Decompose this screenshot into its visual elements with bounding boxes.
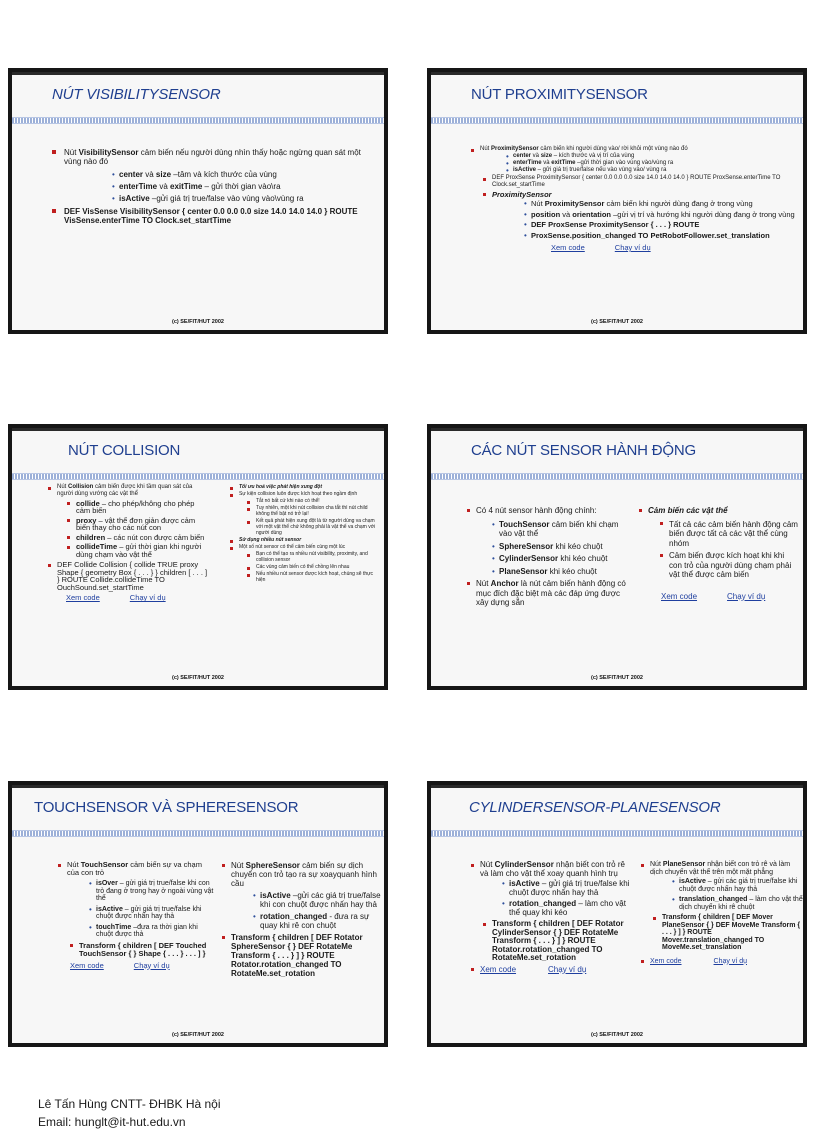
text: – làm cho vật thể quay khi kéo — [509, 899, 626, 917]
sub-bullet — [506, 153, 795, 160]
sub-bullet — [524, 200, 795, 209]
text-bold: Anchor — [490, 579, 519, 588]
bullet-item — [471, 146, 795, 174]
slide-top-bar — [431, 428, 803, 431]
left-column — [48, 484, 208, 602]
slide-body — [52, 148, 366, 228]
text-bold: isOver — [96, 880, 118, 887]
text-bold: isActive — [679, 878, 706, 885]
text-bold: TouchSensor — [499, 519, 550, 529]
view-code-link[interactable]: Xem code — [70, 960, 104, 970]
text: Nút — [64, 148, 79, 157]
bullet-item — [230, 484, 376, 490]
text-bold: isActive — [513, 167, 537, 173]
sub-bullet — [672, 878, 803, 893]
sub-bullet — [524, 211, 795, 220]
text: – vật thể đơn giản được cảm biến thay cho các nút con — [76, 515, 196, 533]
bullet-item — [467, 506, 633, 576]
title-rule — [431, 117, 803, 124]
slide-title: NÚT COLLISION — [68, 442, 181, 459]
text: cảm biến được khi tầm quan sát của người dùng vướng các vật thể — [57, 484, 193, 497]
text-bold: TouchSensor — [80, 860, 129, 869]
bullet-item — [483, 190, 795, 240]
text-bold: Collision — [68, 484, 94, 490]
text-bold: collideTime — [76, 542, 118, 552]
slide-proximitysensor — [427, 68, 807, 334]
view-code-link[interactable]: Xem code — [551, 243, 585, 252]
author-caption: Lê Tấn Hùng CNTT- ĐHBK Hà nội — [38, 1097, 221, 1111]
text: Nút — [480, 860, 495, 869]
bullet-item — [641, 861, 803, 911]
slide-footer: (c) SE/FIT/HUT 2002 — [591, 319, 643, 325]
sub-bullet — [492, 554, 633, 564]
text-bold: translation_changed — [679, 896, 748, 903]
text: – làm cho vật thể dịch chuyển khi rê chuột — [679, 896, 803, 911]
text: Nếu nhiều nút sensor được kích hoạt, chúng sẽ thực hiện — [256, 571, 373, 583]
text: Các vùng cảm biến có thể chồng lên nhau — [256, 564, 350, 570]
email-caption: Email: hunglt@it-hut.edu.vn — [38, 1115, 186, 1129]
text-bold: proxy — [76, 515, 97, 525]
sub-bullet — [247, 571, 376, 583]
title-rule — [12, 830, 384, 837]
text: –gửi thời gian vào vùng vào/vùng ra — [575, 160, 674, 166]
slide-footer: (c) SE/FIT/HUT 2002 — [172, 1032, 224, 1038]
title-rule — [12, 473, 384, 480]
bullet-item — [471, 861, 631, 917]
sub-bullet — [247, 498, 376, 504]
slide-title: CÁC NÚT SENSOR HÀNH ĐỘNG — [471, 442, 696, 459]
slide-body — [471, 146, 795, 251]
text-bold: isActive — [509, 879, 540, 888]
text: cảm biến khi người dùng đang ở trong vùng — [604, 199, 753, 208]
text-bold: touchTime — [96, 923, 132, 931]
bullet-item — [653, 914, 803, 952]
view-code-link[interactable]: Xem code — [650, 957, 682, 965]
left-column — [58, 861, 216, 970]
text-bold: ProximitySensor — [544, 199, 605, 208]
text-bold: ProximitySensor — [492, 190, 552, 199]
sub-bullet — [492, 542, 633, 552]
left-column — [471, 861, 631, 977]
slide-cylinder-plane-sensor — [427, 781, 807, 1047]
text: – gửi giá trị true/false khi chuột được nhấn hay thả — [96, 905, 202, 920]
run-example-link[interactable]: Chạy ví dụ — [133, 960, 170, 970]
text-bold: isActive — [119, 194, 150, 203]
bullet-item — [222, 861, 382, 930]
title-rule — [12, 117, 384, 124]
text: Cảm biến được kích hoạt khi khi con trỏ của người dùng chạm phải vật thể được cảm biến — [669, 551, 792, 579]
slide-top-bar — [12, 428, 384, 431]
slide-title: NÚT VISIBILITYSENSOR — [52, 86, 221, 103]
text: Bạn có thể tạo ra nhiều nút visibility, proximity, and collision sensor — [256, 551, 368, 563]
sub-bullet — [660, 551, 799, 580]
sub-bullet — [247, 564, 376, 570]
text: – các nút con được cảm biến — [105, 532, 205, 542]
text: khi kéo chuột — [547, 566, 597, 576]
bullet-item — [48, 484, 208, 558]
text: Có 4 nút sensor hành động chính: — [476, 506, 597, 515]
sub-bullet — [112, 170, 366, 179]
text: Kết quả phát hiện xung đột là từ người dùng va chạm với một vật thể chứ không phải là vật thể va chạm với người dùng — [256, 518, 376, 536]
text-bold: position — [531, 209, 561, 219]
sub-bullet — [253, 912, 382, 930]
bullet-item — [483, 175, 795, 189]
text-bold: orientation — [572, 209, 612, 219]
slide-top-bar — [12, 785, 384, 788]
text: và — [157, 182, 170, 191]
text-bold: DEF VisSense VisibilitySensor { center 0.0 0.0 0.0 size 14.0 14.0 14.0 } ROUTE VisSense.enterTime TO Clock.set_startTime — [64, 207, 358, 225]
sub-bullet — [506, 160, 795, 167]
text-bold: center — [119, 170, 144, 179]
text: nhận biết con trỏ rê và làm dịch chuyển vật thể trên một mặt phẳng — [650, 861, 791, 876]
text: –đưa ra thời gian khi chuột được thả — [96, 923, 198, 938]
bullet-item — [58, 861, 216, 939]
view-code-link[interactable]: Xem code — [66, 593, 100, 603]
text-bold: children — [76, 532, 106, 542]
text-bold: enterTime — [119, 182, 158, 191]
text-bold: ProxSense.position_changed TO PetRobotFollower.set_translation — [531, 230, 770, 240]
text-bold: isActive — [96, 905, 123, 913]
text: là nút cảm biến hành động có mục đích đặc biệt mà các đáp ứng được xây dựng sẵn — [476, 579, 626, 607]
sub-bullet — [502, 900, 631, 917]
sub-bullet — [492, 520, 633, 539]
text: – gửi giá trị true/false nếu vào vùng vào/ vùng ra — [536, 167, 667, 173]
text: – gửi giá trị true/false khi con trỏ đang ở trong hay ở ngoài vùng vật thể — [96, 880, 214, 902]
right-column — [230, 484, 376, 584]
bullet-item — [52, 207, 366, 225]
text-bold: DEF ProxSense ProximitySensor { . . . } ROUTE — [531, 220, 700, 229]
sub-bullet — [253, 891, 382, 909]
sub-bullet — [67, 500, 208, 515]
sub-bullet — [524, 232, 795, 241]
text: cảm biến khi người dùng vào/ rời khỏi một vùng nào đó — [538, 146, 688, 152]
bullet-item — [230, 491, 376, 536]
sub-bullet — [67, 517, 208, 532]
text: khi kéo chuột — [558, 554, 608, 563]
sub-bullet — [672, 896, 803, 911]
text: –tâm và kích thước của vùng — [171, 170, 277, 179]
right-column — [222, 861, 382, 981]
text: Một số nút sensor có thể cảm biến cùng một lúc — [239, 544, 346, 550]
text: – gửi các giá trị true/false khi chuột được nhấn hay thả — [679, 878, 798, 893]
slide-title: CYLINDERSENSOR-PLANESENSOR — [469, 799, 721, 816]
text: - đưa ra sự quay khi rê con chuột — [260, 912, 370, 930]
text-bold: exitTime — [551, 160, 576, 166]
slide-collision — [8, 424, 388, 690]
run-example-link[interactable]: Chạy ví dụ — [614, 243, 651, 252]
sub-bullet — [89, 924, 216, 939]
text: Nút — [231, 861, 246, 870]
title-rule — [431, 830, 803, 837]
run-example-link[interactable]: Chạy ví dụ — [129, 593, 166, 603]
text: – cho phép/không cho phép cảm biến — [76, 498, 195, 516]
text: DEF Collide Collision { collide TRUE proxy Shape { geometry Box { . . . } } children [ . . . ] } ROUTE Collide.collideTime TO OuchSound.set_startTime — [57, 560, 208, 592]
text: cảm biến sự va chạm của con trỏ — [67, 860, 202, 877]
text: cảm biến nếu người dùng nhìn thấy hoặc ngừng quan sát một vùng nào đó — [64, 148, 361, 166]
sub-bullet — [524, 221, 795, 230]
sub-bullet — [506, 167, 795, 174]
bullet-item — [483, 920, 631, 963]
text-bold: rotation_changed — [260, 912, 328, 921]
text-bold: Transform { children [ DEF Touched TouchSensor { } Shape { . . . } . . . ] } — [79, 940, 207, 958]
text-bold: Transform { children [ DEF Rotator CylinderSensor { } DEF RotateMe Transform { . . . } ] } ROUTE Rotator.rotation_changed TO RotateMe.set_rotation — [492, 919, 624, 962]
slide-footer: (c) SE/FIT/HUT 2002 — [591, 1032, 643, 1038]
bullet-item — [471, 966, 631, 975]
slide-action-sensors — [427, 424, 807, 690]
text-bold: SphereSensor — [245, 861, 300, 870]
text-bold: size — [540, 153, 553, 159]
slide-top-bar — [12, 72, 384, 75]
sub-bullet — [247, 518, 376, 536]
text-bold: Sử dụng nhiều nút sensor — [239, 537, 302, 543]
bullet-item — [52, 148, 366, 203]
slide-top-bar — [431, 785, 803, 788]
sub-bullet — [67, 543, 208, 558]
bullet-item — [467, 579, 633, 608]
sub-bullet — [89, 880, 216, 903]
bullet-item — [639, 506, 799, 580]
text-bold: CylinderSensor — [494, 860, 554, 869]
text: Tuy nhiên, một khi nút collision cha tắt thì nút child không thể bật nó trở lại! — [256, 505, 368, 517]
slide-touch-sphere-sensor — [8, 781, 388, 1047]
bullet-item — [48, 561, 208, 591]
text-bold: center — [513, 153, 532, 159]
text: Nút — [480, 146, 492, 152]
text: – gửi giá trị true/false khi chuột được nhấn hay thả — [509, 879, 630, 897]
text-bold: PlaneSensor — [499, 566, 548, 576]
sub-bullet — [247, 551, 376, 563]
text: – gửi thời gian khi người dùng chạm vào vật thể — [76, 542, 202, 559]
right-column — [639, 506, 799, 601]
sub-bullet — [502, 880, 631, 897]
text: –gửi các giá trị true/false khi con chuột được nhấn hay thả — [260, 891, 381, 909]
bullet-item — [230, 537, 376, 543]
bullet-item — [222, 933, 382, 978]
slide-top-bar — [431, 72, 803, 75]
text-bold: PlaneSensor — [662, 861, 706, 868]
bullet-item — [70, 942, 216, 958]
text-bold: exitTime — [170, 182, 203, 191]
text: – gửi thời gian vào\ra — [202, 182, 281, 191]
text: Nút — [476, 579, 491, 588]
text: Nút — [650, 861, 663, 868]
text-bold: SphereSensor — [499, 541, 554, 551]
text: Nút — [67, 860, 81, 869]
text: Sự kiện collision luôn được kích hoạt theo ngầm định — [239, 491, 358, 497]
slide-footer: (c) SE/FIT/HUT 2002 — [591, 675, 643, 681]
text: và — [560, 209, 573, 219]
title-rule — [431, 473, 803, 480]
sub-bullet — [492, 567, 633, 577]
sub-bullet — [247, 505, 376, 517]
view-code-link[interactable]: Xem code — [480, 964, 517, 974]
right-column — [641, 861, 803, 968]
text-bold: Transform { children [ DEF Rotator SphereSensor { } DEF RotateMe Transform { . . . } ] } ROUTE Rotator.rotation_changed TO RotateMe.set_rotation — [231, 933, 363, 978]
text-bold: enterTime — [513, 160, 542, 166]
text: Tắt nó bất cứ khi nào có thể! — [256, 498, 320, 504]
text-bold: Transform { children [ DEF Mover PlaneSensor { } DEF MoveMe Transform { . . . } ] } ROUTE Mover.translation_changed TO MoveMe.set_translation — [662, 914, 801, 951]
text: cảm biến sự dịch chuyển con trỏ tạo ra sự xoayquanh hình cầu — [231, 861, 377, 888]
text: khi kéo chuột — [553, 541, 603, 551]
text-bold: CylinderSensor — [499, 554, 559, 563]
run-example-link[interactable]: Chạy ví dụ — [713, 957, 747, 965]
text-bold: Cảm biến các vật thể — [648, 506, 728, 515]
text-bold: VisibilitySensor — [78, 148, 139, 157]
text: –gửi vị trí và hướng khi người dùng đang ở trong vùng — [611, 209, 795, 219]
slide-title: TOUCHSENSOR VÀ SPHERESENSOR — [34, 799, 299, 816]
text: Tất cả các cảm biến hành động cảm biến được tất cả các vật thể cùng nhóm — [669, 519, 798, 548]
left-column — [467, 506, 633, 611]
bullet-item — [641, 958, 803, 966]
text-bold: isActive — [260, 891, 291, 900]
text-bold: ProximitySensor — [491, 146, 539, 152]
view-code-link[interactable]: Xem code — [661, 591, 698, 601]
text: Nút — [57, 484, 69, 490]
text: nhận biết con trỏ rê và làm cho vật thể xoay quanh hình trụ — [480, 860, 625, 878]
text: DEF ProxSense ProximitySensor { center 0.0 0.0 0.0 size 14.0 14.0 14.0 } ROUTE ProxSense.enterTime TO Clock.set_startTime — [492, 175, 781, 188]
run-example-link[interactable]: Chạy ví dụ — [727, 591, 766, 601]
text-bold: Tối ưu hoá việc phát hiện xung đột — [239, 484, 323, 490]
text-bold: rotation_changed — [509, 899, 577, 908]
text-bold: collide — [76, 498, 100, 508]
slide-visibilitysensor — [8, 68, 388, 334]
run-example-link[interactable]: Chạy ví dụ — [548, 964, 587, 974]
text: – kích thước và vị trí của vùng — [552, 153, 635, 159]
sub-bullet — [112, 182, 366, 191]
slide-title: NÚT PROXIMITYSENSOR — [471, 86, 648, 103]
text-bold: size — [155, 170, 172, 179]
slide-footer: (c) SE/FIT/HUT 2002 — [172, 319, 224, 325]
bullet-item — [230, 544, 376, 583]
sub-bullet — [660, 520, 799, 549]
text: và — [143, 170, 156, 179]
text: –gửi giá trị true/false vào vùng vào\vùng ra — [149, 194, 304, 203]
text: và — [531, 153, 541, 159]
slide-footer: (c) SE/FIT/HUT 2002 — [172, 675, 224, 681]
text: Nút — [531, 199, 545, 208]
text: và — [541, 160, 552, 166]
text: cảm biến khi chạm vào vật thể — [499, 519, 619, 538]
sub-bullet — [67, 534, 208, 542]
sub-bullet — [112, 194, 366, 203]
sub-bullet — [89, 906, 216, 921]
